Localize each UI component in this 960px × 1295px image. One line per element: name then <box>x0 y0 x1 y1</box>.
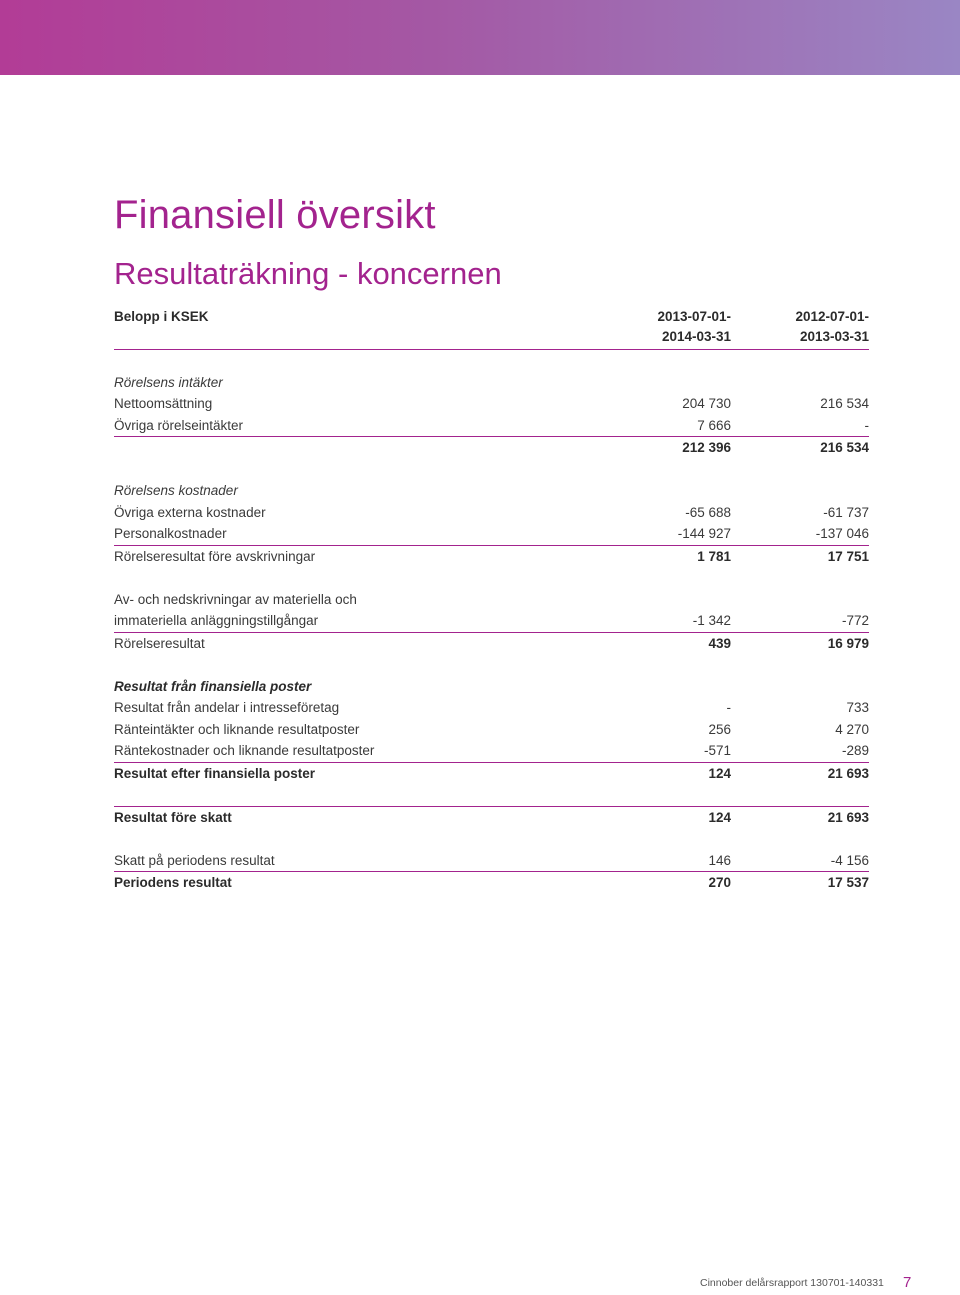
row-label: Skatt på periodens resultat <box>114 852 275 868</box>
row-value-current: -65 688 <box>685 504 731 520</box>
row-value-prior: -61 737 <box>823 504 869 520</box>
table-row <box>114 740 869 763</box>
row-label: Resultat före skatt <box>114 809 232 825</box>
row-value-prior: 16 979 <box>827 635 869 651</box>
row-value-prior: 17 751 <box>827 548 869 564</box>
row-label: Övriga externa kostnader <box>114 504 266 520</box>
row-value-prior: - <box>864 417 869 433</box>
row-label: Räntekostnader och liknande resultatposter <box>114 743 375 758</box>
row-label: Resultat efter finansiella poster <box>114 765 316 781</box>
row-value-prior: 21 693 <box>827 809 869 825</box>
row-label: Periodens resultat <box>114 875 232 890</box>
row-value-current: 146 <box>708 852 731 868</box>
row-value-current: 270 <box>708 875 731 890</box>
row-value-current: -144 927 <box>677 526 731 541</box>
section-heading-costs <box>114 480 869 502</box>
row-value-current: 256 <box>708 721 731 737</box>
top-color-band <box>0 0 960 75</box>
table-row-subtotal <box>114 633 869 655</box>
table-row <box>114 415 869 438</box>
table-row <box>114 589 869 611</box>
row-value-prior: -772 <box>841 613 869 628</box>
table-row-subtotal <box>114 763 869 785</box>
row-label: Övriga rörelseintäkter <box>114 417 244 433</box>
header-label: Belopp i KSEK <box>114 309 209 324</box>
row-label: Ränteintäkter och liknande resultatposter <box>114 721 360 737</box>
table-row <box>114 719 869 741</box>
page-title: Finansiell översikt <box>114 193 436 237</box>
table-row <box>114 850 869 873</box>
table-row <box>114 610 869 633</box>
table-row-subtotal <box>114 807 869 829</box>
row-label: immateriella anläggningstillgångar <box>114 613 319 628</box>
row-value-current: -571 <box>703 743 731 758</box>
page-number: 7 <box>903 1274 912 1291</box>
row-value-prior: -137 046 <box>815 526 869 541</box>
row-value-current: -1 342 <box>692 613 731 628</box>
header-period-2-start: 2012-07-01- <box>795 309 869 324</box>
header-period-1-start: 2013-07-01- <box>657 309 731 324</box>
table-row <box>114 393 869 415</box>
row-value-prior: -4 156 <box>830 852 869 868</box>
table-row <box>114 697 869 719</box>
row-label: Resultat från andelar i intresseföretag <box>114 700 340 715</box>
page-subtitle: Resultaträkning - koncernen <box>114 256 502 291</box>
row-value-current: 1 781 <box>697 548 731 564</box>
section-heading-financial <box>114 676 869 698</box>
row-value-prior: -289 <box>841 743 869 758</box>
row-value-current: 212 396 <box>682 440 731 455</box>
row-label: Rörelseresultat <box>114 635 205 651</box>
table-row-total <box>114 872 869 894</box>
divider <box>114 784 869 807</box>
row-label: Rörelseresultat före avskrivningar <box>114 548 316 564</box>
row-value-prior: 21 693 <box>827 765 869 781</box>
row-value-prior: 216 534 <box>820 396 869 411</box>
row-value-current: - <box>726 700 731 715</box>
row-value-prior: 216 534 <box>820 440 869 455</box>
row-value-prior: 4 270 <box>835 721 869 737</box>
row-value-current: 204 730 <box>682 396 731 411</box>
row-value-current: 124 <box>708 765 731 781</box>
table-row <box>114 523 869 546</box>
section-heading-revenue <box>114 372 869 394</box>
row-value-current: 439 <box>708 635 731 651</box>
header-period-1-end: 2014-03-31 <box>661 329 731 344</box>
row-label: Nettoomsättning <box>114 396 213 411</box>
row-value-current: 124 <box>708 809 731 825</box>
income-statement-table <box>114 306 869 894</box>
row-label: Av- och nedskrivningar av materiella och <box>114 591 357 607</box>
row-value-prior: 17 537 <box>827 875 869 890</box>
row-value-current: 7 666 <box>697 417 731 433</box>
table-header <box>114 306 869 350</box>
footer-report-name: Cinnober delårsrapport 130701-140331 <box>700 1277 884 1289</box>
table-row <box>114 502 869 524</box>
section-label: Rörelsens intäkter <box>114 374 223 390</box>
header-period-2-end: 2013-03-31 <box>799 329 869 344</box>
section-label: Rörelsens kostnader <box>114 483 238 498</box>
header-period-1 <box>657 307 731 347</box>
section-label: Resultat från finansiella poster <box>114 678 312 694</box>
header-period-2 <box>795 307 869 347</box>
table-row-subtotal <box>114 437 869 459</box>
table-row-subtotal <box>114 546 869 568</box>
row-label: Personalkostnader <box>114 526 227 541</box>
row-value-prior: 733 <box>846 700 869 715</box>
